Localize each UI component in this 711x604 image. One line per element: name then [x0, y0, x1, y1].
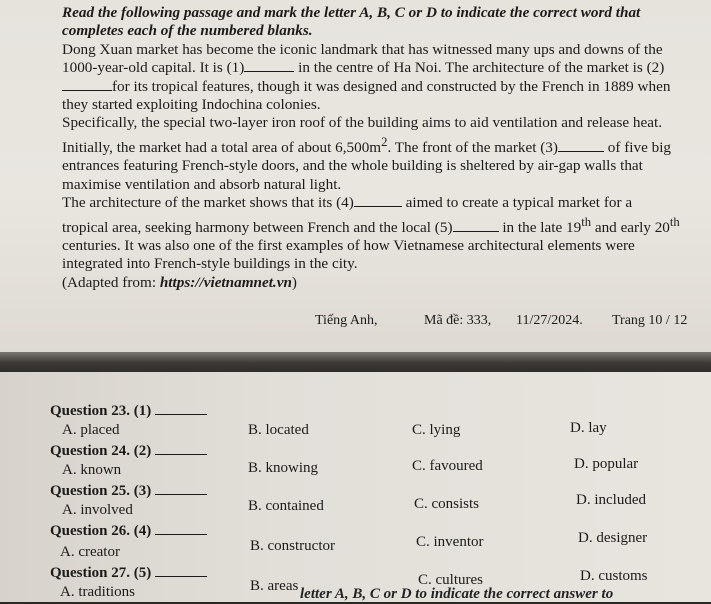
question-label: [50, 564, 207, 582]
question-label: [50, 402, 207, 420]
passage-text: aimed to create a typical market for a tropical area, seeking harmony between French and the local: [62, 194, 633, 236]
passage-text: Dong Xuan market has become the iconic landmark that has witnessed many ups and downs of the 1000-year-old capital. It is: [62, 40, 663, 77]
option-c[interactable]: C. consists: [414, 496, 480, 512]
question-24: [0, 442, 711, 482]
option-b[interactable]: B. contained: [248, 498, 324, 514]
source-url: https://vietnamnet.vn: [159, 273, 292, 291]
blank-number: (5): [434, 218, 453, 236]
question-26: [0, 522, 711, 562]
paragraph-3: [62, 194, 682, 274]
instruction: Read the following passage and mark the letter A, B, C or D to indicate the correct word that completes each of the numbered blanks.: [62, 4, 641, 40]
source-end: ): [291, 273, 297, 291]
footer-page-number: Trang 10 / 12: [612, 313, 688, 328]
source-line: [62, 274, 682, 292]
footer-subject: Tiếng Anh,: [315, 313, 378, 328]
cut-off-instruction: letter A, B, C or D to indicate the correct answer to: [300, 586, 614, 602]
question-23: [0, 402, 711, 442]
question-number: Question 24. (2): [50, 443, 152, 459]
option-d[interactable]: D. included: [576, 492, 646, 508]
question-number: Question 27. (5): [50, 565, 152, 581]
blank-line: [62, 78, 112, 91]
passage-text: in the centre of Ha Noi. The architecture of the market is: [294, 59, 647, 77]
paragraph-2: [62, 114, 682, 194]
blank-number: (4): [336, 194, 354, 212]
question-label: [50, 442, 207, 460]
option-a[interactable]: A. involved: [62, 502, 133, 518]
blank-line: [155, 402, 207, 415]
option-c[interactable]: C. cultures: [418, 572, 483, 588]
paragraph-1: [62, 41, 682, 115]
blank-line: [155, 482, 207, 495]
blank-line: [244, 59, 294, 72]
question-label: [50, 522, 207, 540]
question-number: Question 23. (1): [50, 403, 152, 419]
blank-line: [558, 139, 604, 152]
footer-date: 11/27/2024.: [516, 313, 583, 328]
blank-number: (1): [226, 59, 245, 77]
passage-text: centuries. It was also one of the first examples of how Vietnamese architectural elements were integrated into French-style buildings in the city.: [62, 237, 635, 273]
blank-line: [155, 522, 207, 535]
source-label: (Adapted from:: [62, 273, 160, 291]
option-a[interactable]: A. traditions: [60, 584, 135, 600]
passage-text: The architecture of the market shows that its: [62, 194, 337, 212]
blank-line: [155, 442, 207, 455]
passage-text: Specifically, the special two-layer iron roof of the building aims to aid ventilation and release heat. Initially, the market had a total area of about 6,500m: [62, 114, 662, 156]
blank-line: [453, 219, 499, 232]
footer-exam-code: Mã đề: 333,: [424, 313, 492, 328]
question-25: [0, 482, 711, 522]
option-c[interactable]: C. favoured: [412, 458, 483, 474]
question-number: Question 26. (4): [50, 523, 152, 539]
question-label: [50, 482, 207, 500]
option-a[interactable]: A. creator: [60, 544, 120, 560]
option-c[interactable]: C. lying: [412, 422, 461, 438]
passage-text: in the late 19: [498, 218, 582, 236]
superscript: 2: [381, 134, 388, 149]
passage-text: for its tropical features, though it was designed and constructed by the French in 1889 when they started exploiting Indochina colonies.: [62, 77, 671, 114]
blank-number: (3): [540, 138, 558, 156]
passage-text: of five big entrances featuring French-style doors, and the whole building is sheltered by air-gap walls that maximise ventilation and absorb natural light.: [62, 138, 672, 193]
blank-line: [354, 194, 402, 207]
option-c[interactable]: C. inventor: [416, 534, 484, 550]
question-number: Question 25. (3): [50, 483, 152, 499]
option-a[interactable]: A. placed: [62, 422, 120, 438]
passage-text: . The front of the market: [387, 138, 541, 156]
superscript: th: [669, 214, 680, 229]
option-b[interactable]: B. located: [248, 422, 309, 438]
blank-number: (2): [646, 59, 665, 77]
option-d[interactable]: D. lay: [570, 420, 607, 436]
option-b[interactable]: B. areas: [250, 578, 299, 594]
option-d[interactable]: D. customs: [580, 568, 648, 584]
reading-passage: [62, 4, 682, 292]
blank-line: [155, 564, 207, 577]
option-b[interactable]: B. constructor: [250, 538, 335, 554]
superscript: th: [581, 214, 592, 229]
option-d[interactable]: D. designer: [578, 530, 648, 546]
passage-text: and early 20: [591, 218, 670, 236]
option-d[interactable]: D. popular: [574, 456, 639, 472]
option-a[interactable]: A. known: [62, 462, 122, 478]
option-b[interactable]: B. knowing: [248, 460, 319, 476]
